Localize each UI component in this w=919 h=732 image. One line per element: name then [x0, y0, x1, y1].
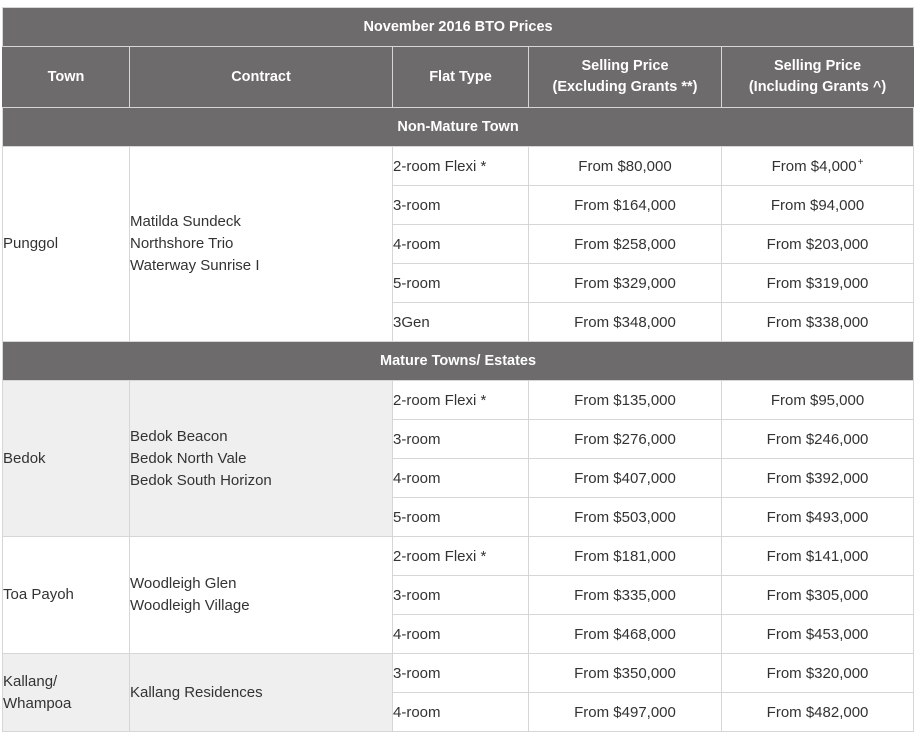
town-name: Whampoa [3, 694, 72, 712]
price-excluding-grants-cell: From $181,000 [529, 537, 722, 576]
contract-name: Matilda Sundeck [130, 213, 241, 230]
price-including-grants-value: From $493,000 [766, 508, 869, 526]
flat-type-cell: 2-room Flexi * [393, 381, 529, 420]
price-excluding-grants-cell: From $329,000 [529, 264, 722, 303]
contract-name: Bedok North Vale [130, 449, 247, 467]
price-including-grants-cell [722, 537, 914, 576]
header-incl-line-2: (Including Grants ^) [748, 79, 887, 95]
price-including-grants-value: From $141,000 [766, 547, 869, 565]
town-cell [3, 537, 130, 654]
contract-name: Northshore Trio [130, 235, 234, 252]
header-price-including-grants [722, 47, 914, 108]
table-row [3, 147, 914, 186]
contract-name: Bedok Beacon [130, 427, 228, 445]
price-including-grants-cell [722, 498, 914, 537]
price-excluding-grants-cell: From $407,000 [529, 459, 722, 498]
contract-name: Woodleigh Village [130, 597, 250, 614]
price-including-grants-cell [722, 420, 914, 459]
flat-type-cell: 4-room [393, 693, 529, 732]
flat-type-cell: 4-room [393, 225, 529, 264]
flat-type-cell: 3-room [393, 186, 529, 225]
price-including-grants-value: From $482,000 [766, 703, 869, 721]
contract-cell [130, 147, 393, 342]
price-excluding-grants-cell: From $276,000 [529, 420, 722, 459]
price-including-grants-value: From $392,000 [766, 469, 869, 487]
flat-type-cell: 5-room [393, 498, 529, 537]
price-including-grants-value: From $95,000 [770, 391, 865, 409]
price-including-grants-cell [722, 225, 914, 264]
price-excluding-grants-cell: From $258,000 [529, 225, 722, 264]
table-row [3, 381, 914, 420]
town-name: Punggol [3, 235, 59, 252]
flat-type-cell: 2-room Flexi * [393, 537, 529, 576]
header-excl-line-1: Selling Price [581, 58, 669, 74]
contract-cell [130, 381, 393, 537]
price-including-grants-value: From $4,000 [771, 158, 857, 175]
price-including-grants-cell [722, 615, 914, 654]
header-contract: Contract [130, 47, 393, 108]
price-including-grants-value: From $320,000 [766, 664, 869, 682]
section-header: Mature Towns/ Estates [3, 342, 914, 381]
table-row [3, 537, 914, 576]
price-including-grants-cell [722, 459, 914, 498]
price-including-grants-value: From $94,000 [770, 196, 865, 214]
town-cell [3, 381, 130, 537]
price-including-grants-cell [722, 264, 914, 303]
flat-type-cell: 4-room [393, 459, 529, 498]
price-excluding-grants-cell: From $335,000 [529, 576, 722, 615]
contract-name: Woodleigh Glen [130, 575, 237, 592]
price-including-grants-value: From $305,000 [766, 586, 869, 604]
table-title: November 2016 BTO Prices [3, 8, 914, 47]
contract-name: Waterway Sunrise I [130, 257, 260, 274]
flat-type-cell: 2-room Flexi * [393, 147, 529, 186]
contract-name: Bedok South Horizon [130, 471, 272, 489]
price-excluding-grants-cell: From $503,000 [529, 498, 722, 537]
header-incl-line-1: Selling Price [774, 58, 862, 74]
town-name: Toa Payoh [3, 586, 74, 603]
header-price-excluding-grants [529, 47, 722, 108]
price-including-grants-value: From $203,000 [766, 235, 869, 253]
flat-type-cell: 3Gen [393, 303, 529, 342]
town-name: Kallang/ [3, 672, 58, 690]
price-including-grants-value: From $319,000 [766, 274, 869, 292]
table-body [3, 108, 914, 732]
price-excluding-grants-cell: From $80,000 [529, 147, 722, 186]
price-including-grants-value: From $453,000 [766, 625, 869, 643]
price-excluding-grants-cell: From $348,000 [529, 303, 722, 342]
header-town: Town [3, 47, 130, 108]
price-including-grants-cell [722, 381, 914, 420]
town-name: Bedok [3, 449, 46, 467]
price-including-grants-cell [722, 303, 914, 342]
price-including-grants-cell [722, 693, 914, 732]
price-including-grants-cell [722, 186, 914, 225]
flat-type-cell: 3-room [393, 420, 529, 459]
contract-cell [130, 537, 393, 654]
flat-type-cell: 3-room [393, 654, 529, 693]
flat-type-cell: 3-room [393, 576, 529, 615]
town-cell [3, 147, 130, 342]
price-including-grants-cell [722, 576, 914, 615]
price-excluding-grants-cell: From $135,000 [529, 381, 722, 420]
price-including-grants-value: From $246,000 [766, 430, 869, 448]
town-cell [3, 654, 130, 732]
header-excl-line-2: (Excluding Grants **) [552, 79, 698, 95]
header-flat-type: Flat Type [393, 47, 529, 108]
price-excluding-grants-cell: From $350,000 [529, 654, 722, 693]
footnote-mark: + [857, 157, 864, 168]
contract-name: Kallang Residences [130, 683, 263, 701]
contract-cell [130, 654, 393, 732]
flat-type-cell: 4-room [393, 615, 529, 654]
price-excluding-grants-cell: From $468,000 [529, 615, 722, 654]
price-including-grants-cell [722, 654, 914, 693]
flat-type-cell: 5-room [393, 264, 529, 303]
price-including-grants-value: From $338,000 [766, 313, 869, 331]
bto-price-table [2, 7, 914, 732]
table-row [3, 654, 914, 693]
price-excluding-grants-cell: From $497,000 [529, 693, 722, 732]
section-header: Non-Mature Town [3, 108, 914, 147]
price-including-grants-cell [722, 147, 914, 186]
price-excluding-grants-cell: From $164,000 [529, 186, 722, 225]
